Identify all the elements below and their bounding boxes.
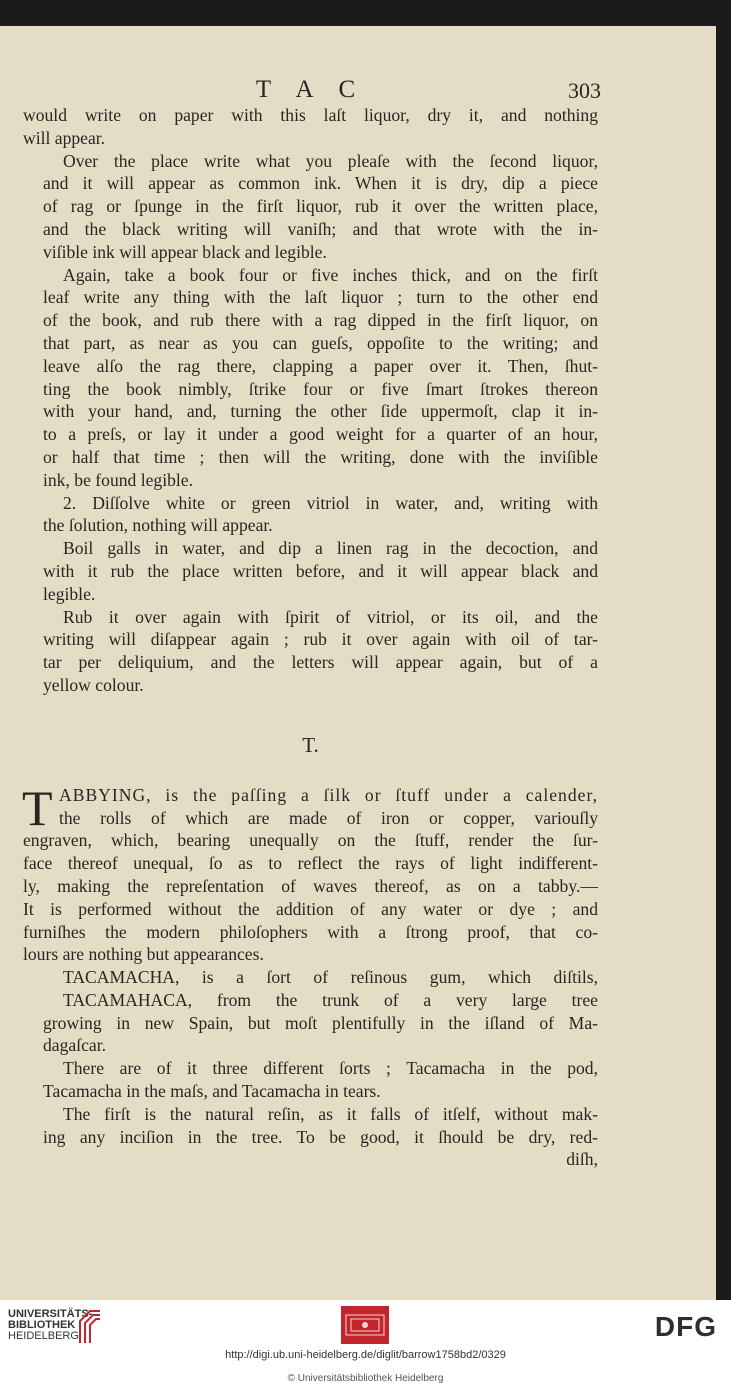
text-line: legible. — [43, 583, 96, 604]
text-line: Over the place write what you pleaſe with the ſecond liquor, — [63, 150, 598, 171]
text-line: the rolls of which are made of iron or copper, variouſly — [59, 807, 598, 828]
entry-tacamacha — [23, 966, 598, 1057]
copyright-notice: © Universitätsbibliothek Heidelberg — [287, 1373, 444, 1384]
europeana-seal-icon[interactable] — [341, 1306, 389, 1344]
paragraph — [23, 606, 598, 697]
paragraph — [23, 264, 598, 492]
text-line: that part, as near as you can gueſs, oppoſite to the writing; and — [43, 332, 598, 353]
paragraph — [23, 1057, 598, 1103]
text-line: to a preſs, or lay it under a good weight for a quarter of an hour, — [43, 424, 598, 445]
drop-cap: T — [22, 779, 53, 836]
text-line: Tacamacha in the maſs, and Tacamacha in tears. — [43, 1081, 381, 1102]
book-page — [0, 26, 716, 1300]
text-line: ABBYING, is the paſſing a ſilk or ſtuff under a calender, — [59, 784, 598, 805]
text-line: growing in new Spain, but moſt plentifully in the iſland of Ma- — [43, 1012, 598, 1033]
library-name-line: BIBLIOTHEK — [8, 1319, 76, 1331]
paragraph — [23, 150, 598, 264]
text-line: with it rub the place written before, and it will appear black and — [43, 560, 598, 581]
text-line: dagaſcar. — [43, 1035, 107, 1056]
text-line: It is performed without the addition of any water or dye ; and — [23, 898, 598, 919]
page-header — [23, 56, 601, 104]
text-line: and it will appear as common ink. When it is dry, dip a piece — [43, 173, 598, 194]
text-line: would write on paper with this laſt liquor, dry it, and nothing — [23, 105, 598, 125]
text-line: Boil galls in water, and dip a linen rag in the decoction, and — [63, 538, 598, 559]
text-line: TACAMACHA, is a ſort of reſinous gum, which diſtils, — [63, 967, 598, 988]
catchword: diſh, — [566, 1149, 598, 1170]
text-line: ly, making the repreſentation of waves thereof, as on a tabby.— — [23, 875, 598, 896]
text-line: furniſhes the modern philoſophers with a ſtrong proof, that co- — [23, 921, 598, 942]
text-line: Rub it over again with ſpirit of vitriol, or its oil, and the — [63, 606, 598, 627]
text-line: face thereof unequal, ſo as to reflect the rays of light indifferent- — [23, 853, 598, 874]
paragraph — [23, 492, 598, 538]
library-name-line: HEIDELBERG — [8, 1330, 79, 1342]
text-line: The firſt is the natural reſin, as it falls of itſelf, without mak- — [63, 1103, 598, 1124]
text-line: 2. Diſſolve white or green vitriol in water, and, writing with — [63, 492, 598, 513]
paragraph — [23, 104, 598, 150]
ub-heidelberg-logo[interactable] — [8, 1309, 128, 1349]
permalink[interactable]: http://digi.ub.uni-heidelberg.de/diglit/barrow1758bd2/0329 — [225, 1349, 506, 1361]
paragraph — [23, 1103, 598, 1171]
text-line: Again, take a book four or five inches thick, and on the firſt — [63, 264, 598, 285]
text-line: of rag or ſpunge in the firſt liquor, rub it over the written place, — [43, 196, 598, 217]
text-line: writing will diſappear again ; rub it over again with oil of tar- — [43, 629, 598, 650]
text-line: TACAMAHACA, from the trunk of a very large tree — [63, 989, 598, 1010]
text-line: the ſolution, nothing will appear. — [43, 515, 273, 536]
text-line: ink, be found legible. — [43, 469, 194, 490]
library-name-line: UNIVERSITÄTS- — [8, 1308, 93, 1320]
text-line: leave alſo the rag there, clapping a paper over it. Then, ſhut- — [43, 355, 598, 376]
text-line: ting the book nimbly, ſtrike four or five ſmart ſtrokes thereon — [43, 378, 598, 399]
text-line: leaf write any thing with the laſt liquor ; turn to the other end — [43, 287, 598, 308]
section-heading: T. — [302, 732, 319, 757]
text-line: of the book, and rub there with a rag dipped in the firſt liquor, on — [43, 310, 598, 331]
text-line: viſible ink will appear black and legible. — [43, 241, 327, 262]
page-number: 303 — [568, 78, 601, 103]
ub-heidelberg-logo-icon — [76, 1309, 102, 1345]
entry-tabbying — [22, 779, 598, 966]
text-line: tar per deliquium, and the letters will appear again, but of a — [43, 652, 598, 673]
page-content — [22, 56, 601, 1171]
text-line: with your hand, and, turning the other ſide uppermoſt, clap it in- — [43, 401, 598, 422]
dfg-logo[interactable]: DFG — [654, 1311, 717, 1342]
text-line: ing any inciſion in the tree. To be good, it ſhould be dry, red- — [43, 1126, 598, 1147]
text-line: or half that time ; then will the writing, done with the inviſible — [43, 446, 598, 467]
running-head: T A C — [255, 76, 366, 103]
text-line: lours are nothing but appearances. — [23, 944, 264, 965]
text-line: will appear. — [23, 127, 106, 148]
text-line: and the black writing will vaniſh; and that wrote with the in- — [43, 218, 598, 239]
text-line: There are of it three different ſorts ; Tacamacha in the pod, — [63, 1058, 598, 1079]
text-line: engraven, which, bearing unequally on the ſtuff, render the ſur- — [23, 830, 598, 851]
text-line: yellow colour. — [43, 674, 144, 695]
paragraph — [23, 537, 598, 605]
